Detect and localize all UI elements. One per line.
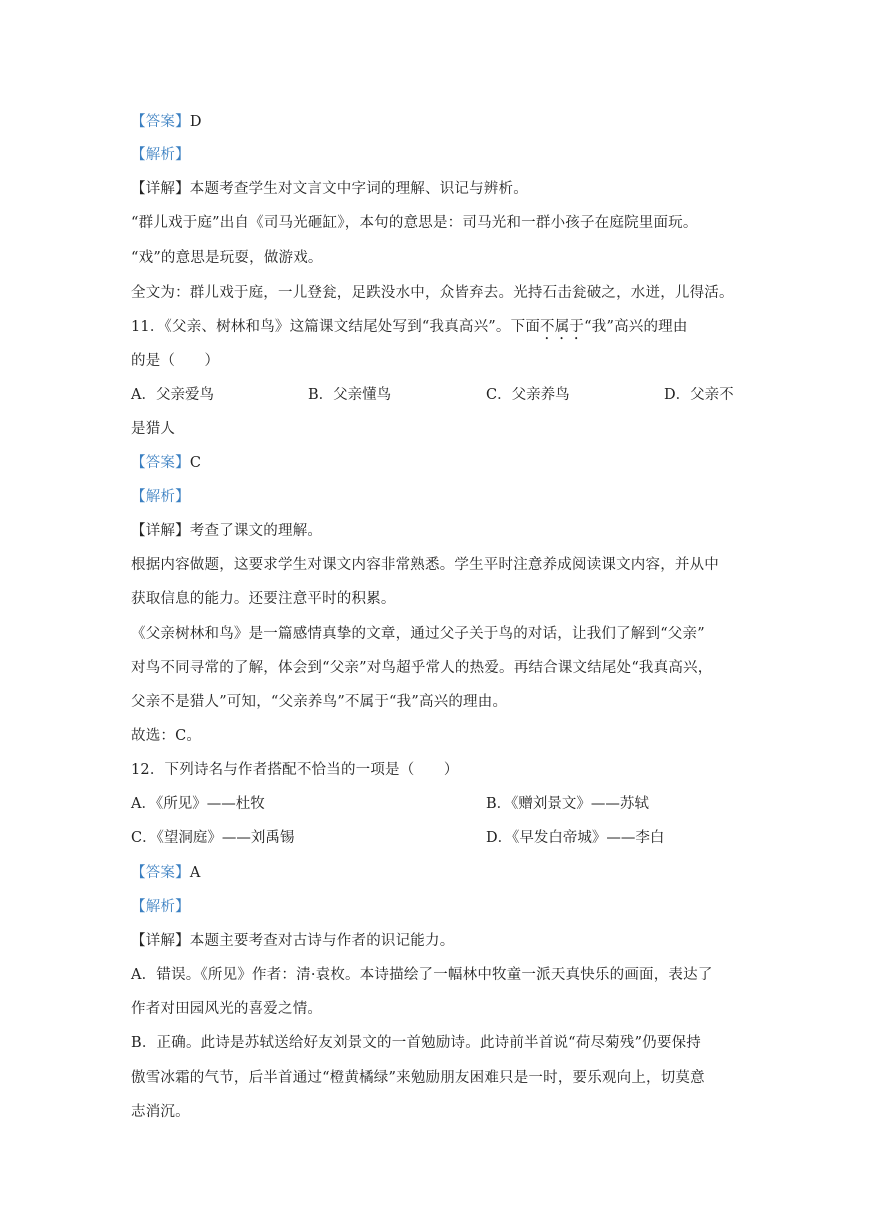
q12-stem: 12．下列诗名与作者搭配不恰当的一项是（ ） xyxy=(131,762,459,778)
q11-analysis-label: 【解析】 xyxy=(131,489,190,505)
q10-detail: 【详解】本题考查学生对文言文中字词的理解、识记与辨析。 xyxy=(131,181,528,197)
answer-label: 【答案】 xyxy=(131,865,190,881)
q12-a-line2: 作者对田园风光的喜爱之情。 xyxy=(131,1001,323,1017)
q10-line2: “戏”的意思是玩耍，做游戏。 xyxy=(131,250,323,266)
q12-option-d: D．《早发白帝城》——李白 xyxy=(486,830,665,846)
q11-p3: 《父亲树林和鸟》是一篇感情真挚的文章，通过父子关于鸟的对话，让我们了解到“父亲” xyxy=(131,626,705,642)
q12-option-a: A．《所见》——杜牧 xyxy=(131,796,265,812)
q12-answer: A xyxy=(189,865,201,881)
q11-p4: 对鸟不同寻常的了解，体会到“父亲”对鸟超乎常人的热爱。再结合课文结尾处“我真高兴， xyxy=(131,660,713,676)
q10-line1: “群儿戏于庭”出自《司马光砸缸》，本句的意思是：司马光和一群小孩子在庭院里面玩。 xyxy=(131,215,698,231)
q12-answer-line xyxy=(131,863,200,883)
q11-answer: C xyxy=(189,455,202,471)
q12-a-line1: A．错误。《所见》作者：清·袁枚。本诗描绘了一幅林中牧童一派天真快乐的画面，表达了 xyxy=(131,967,713,983)
q11-p1: 根据内容做题，这要求学生对课文内容非常熟悉。学生平时注意养成阅读课文内容，并从中 xyxy=(131,557,719,573)
q12-option-c: C．《望洞庭》——刘禹锡 xyxy=(131,830,295,846)
q12-b-line3: 志消沉。 xyxy=(131,1104,190,1120)
q11-stem-line2: 的是（ ） xyxy=(131,353,220,369)
q12-b-line1: B．正确。此诗是苏轼送给好友刘景文的一首勉励诗。此诗前半首说“荷尽菊残”仍要保持 xyxy=(131,1035,701,1051)
q11-option-d-wrap: 是猎人 xyxy=(131,421,176,437)
q11-option-b: B．父亲懂鸟 xyxy=(308,387,392,403)
q12-b-line2: 傲雪冰霜的气节，后半首通过“橙黄橘绿”来勉励朋友困难只是一时，要乐观向上，切莫意 xyxy=(131,1070,705,1086)
q10-analysis-label: 【解析】 xyxy=(131,147,190,163)
answer-label: 【答案】 xyxy=(131,455,190,471)
q11-stem xyxy=(131,317,688,343)
q10-answer-line xyxy=(131,112,202,132)
q11-stem-post: “我”高兴的理由 xyxy=(584,319,688,335)
q11-stem-pre: 11．《父亲、树林和鸟》这篇课文结尾处写到“我真高兴”。下面 xyxy=(131,319,541,335)
q12-option-b: B．《赠刘景文》——苏轼 xyxy=(486,796,649,812)
q11-p5: 父亲不是猎人”可知，“父亲养鸟”不属于“我”高兴的理由。 xyxy=(131,694,508,710)
q12-detail: 【详解】本题主要考查对古诗与作者的识记能力。 xyxy=(131,933,455,949)
q11-choose: 故选：C。 xyxy=(131,728,202,744)
q10-line3: 全文为：群儿戏于庭，一儿登瓮，足跌没水中，众皆弃去。光持石击瓮破之，水迸，儿得活。 xyxy=(131,285,734,301)
q11-answer-line xyxy=(131,453,201,473)
q11-stem-emphasis: 不属于 xyxy=(540,319,585,335)
q12-analysis-label: 【解析】 xyxy=(131,899,190,915)
q11-option-d: D．父亲不 xyxy=(664,387,734,403)
q11-p2: 获取信息的能力。还要注意平时的积累。 xyxy=(131,591,396,607)
q10-answer: D xyxy=(189,114,202,130)
answer-label: 【答案】 xyxy=(131,114,190,130)
q11-option-a: A．父亲爱鸟 xyxy=(131,387,214,403)
q11-option-c: C．父亲养鸟 xyxy=(486,387,570,403)
q11-detail: 【详解】考查了课文的理解。 xyxy=(131,523,323,539)
